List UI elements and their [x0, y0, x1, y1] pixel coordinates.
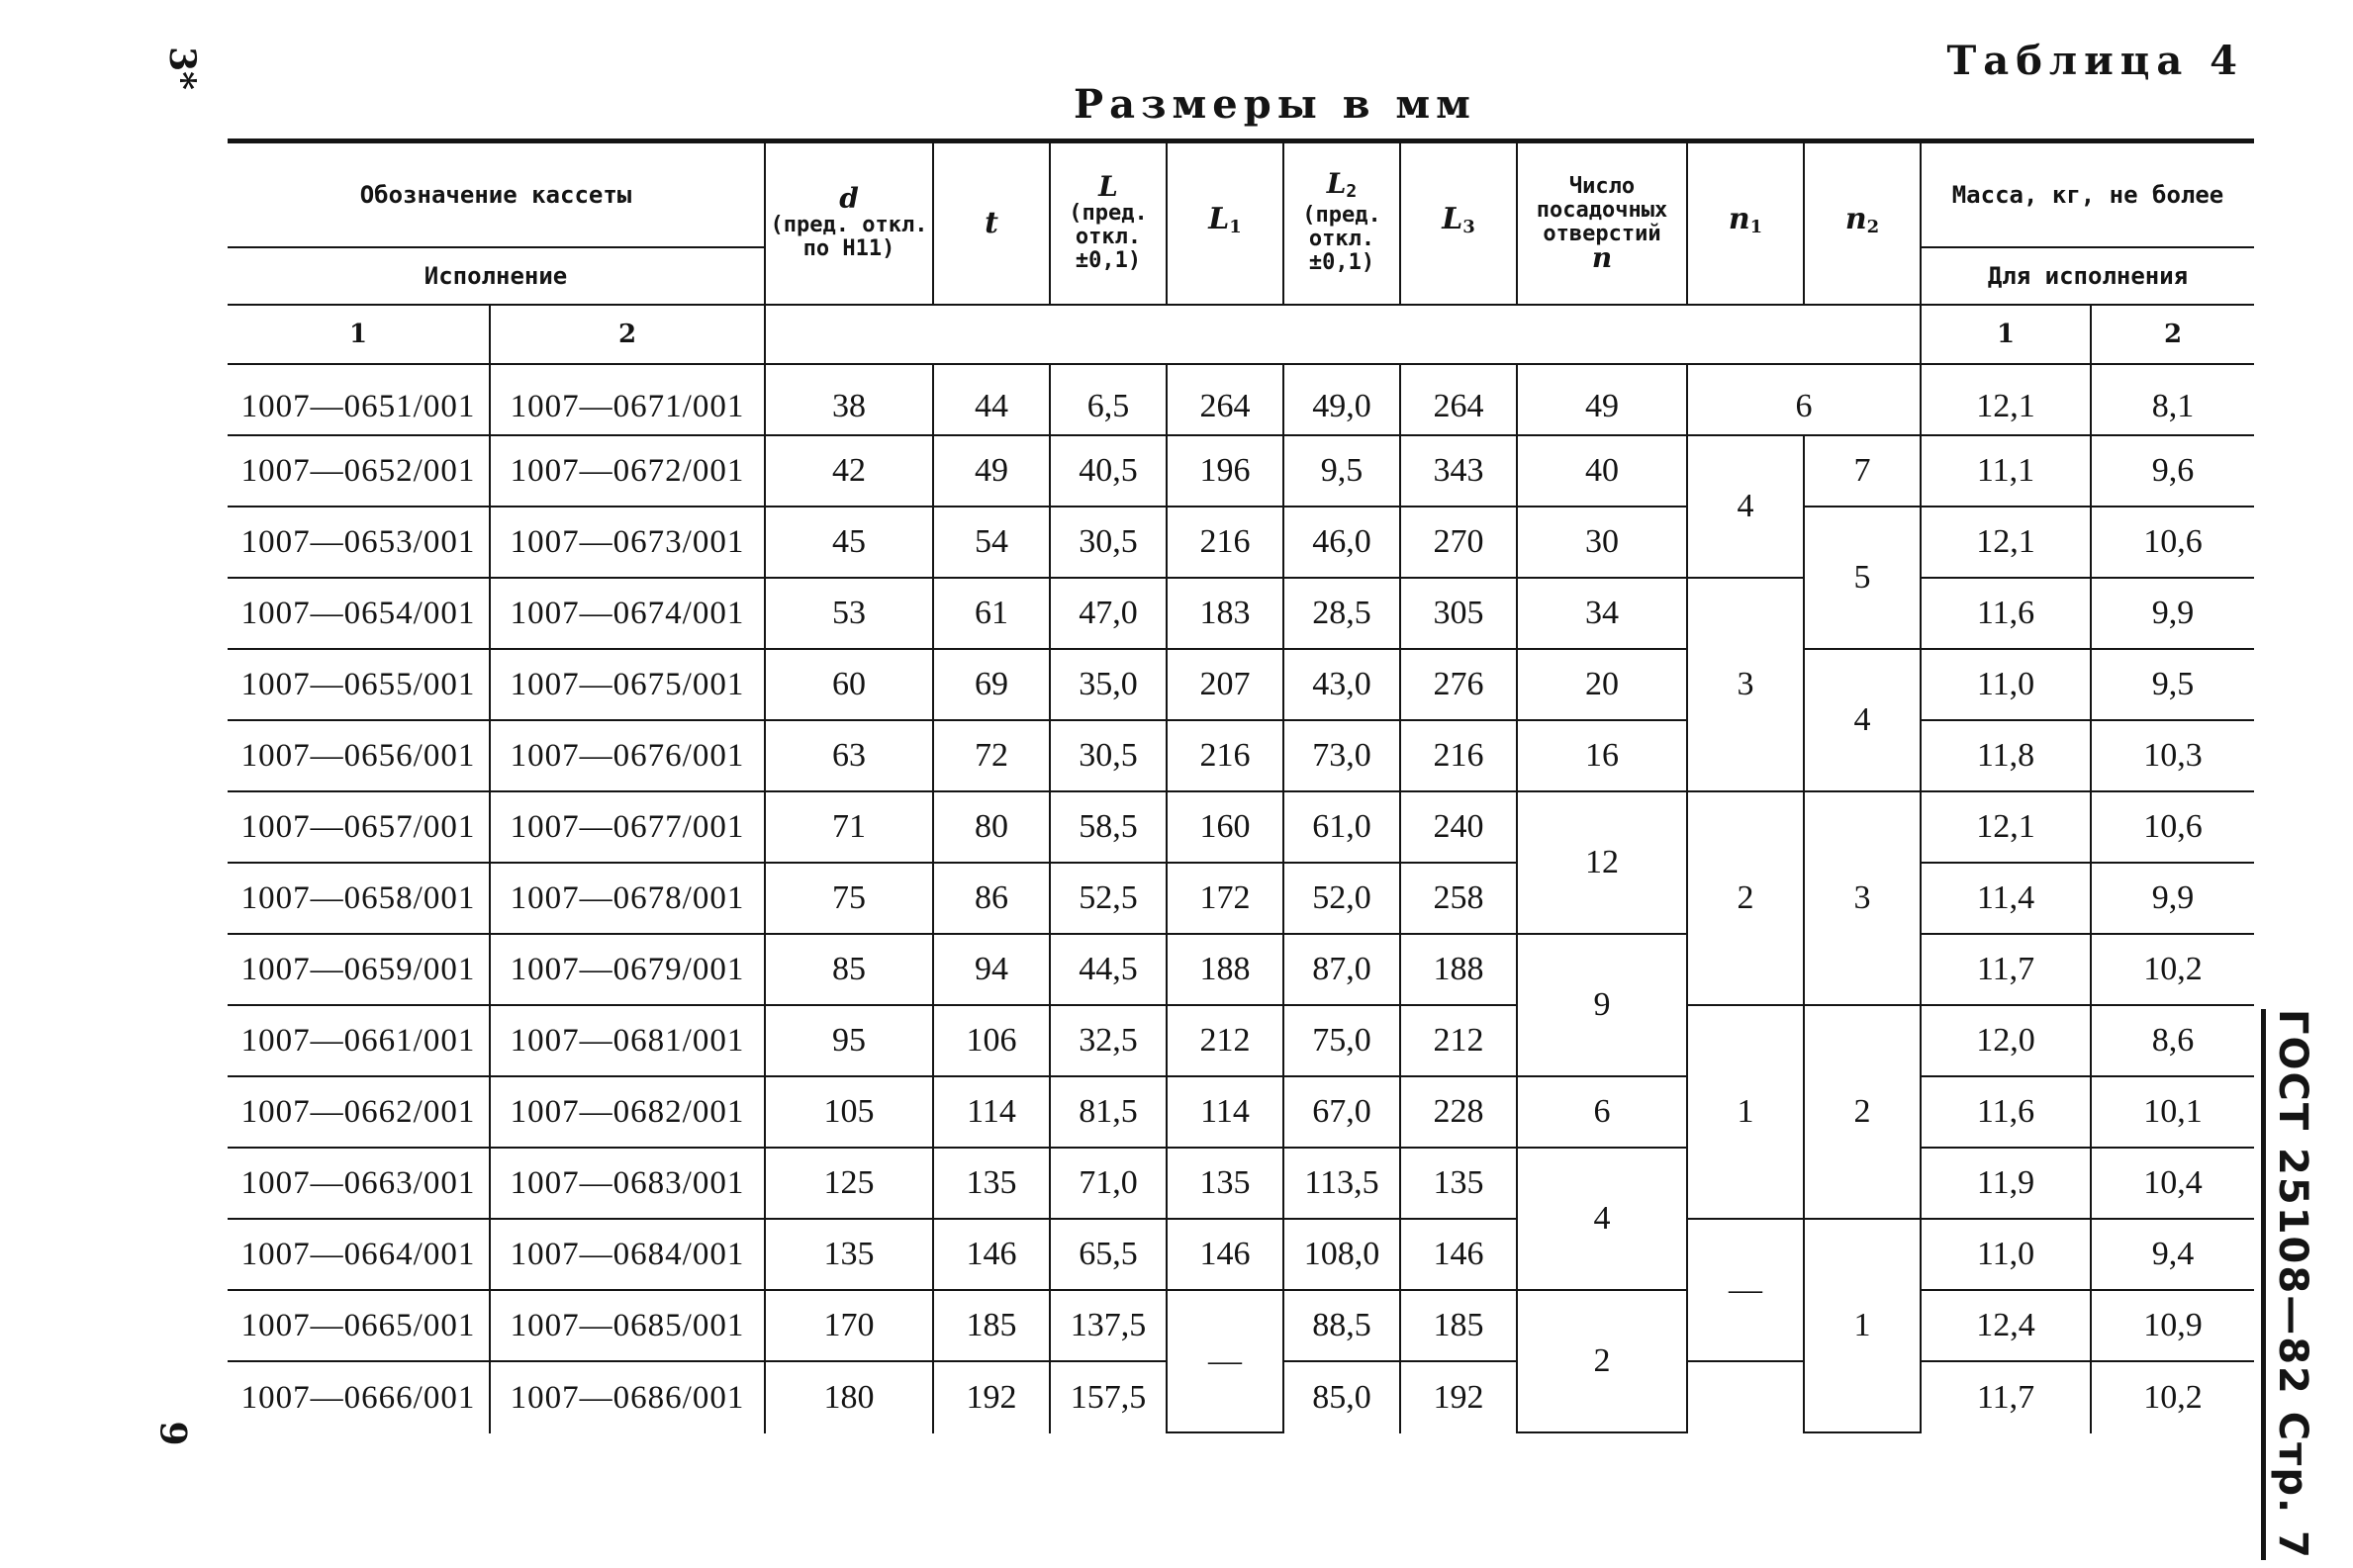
value-L2: 73,0 — [1284, 721, 1401, 792]
value-L3: 228 — [1401, 1077, 1518, 1149]
value-n2: 7 — [1805, 436, 1922, 507]
table-body — [228, 365, 2254, 1433]
value-L: 71,0 — [1051, 1149, 1168, 1220]
value-L: 44,5 — [1051, 935, 1168, 1006]
value-L1: 160 — [1168, 792, 1284, 864]
value-mass-1: 11,7 — [1922, 1362, 2092, 1433]
value-holes: 4 — [1518, 1149, 1688, 1291]
mass-header: Масса, кг, не более — [1922, 143, 2254, 248]
code-exec-2: 1007—0672/001 — [491, 436, 766, 507]
value-t: 106 — [934, 1006, 1051, 1077]
L2-header — [1284, 143, 1401, 306]
value-n1: — — [1688, 1220, 1805, 1362]
value-mass-1: 11,8 — [1922, 721, 2092, 792]
d-header — [766, 143, 934, 306]
value-d: 60 — [766, 650, 934, 721]
value-L3: 258 — [1401, 864, 1518, 935]
value-L: 65,5 — [1051, 1220, 1168, 1291]
code-exec-2: 1007—0671/001 — [491, 365, 766, 436]
d-note: (пред. откл. по H11) — [770, 212, 928, 261]
table-row — [228, 1149, 2254, 1220]
value-L1: 114 — [1168, 1077, 1284, 1149]
value-L: 81,5 — [1051, 1077, 1168, 1149]
value-mass-1: 11,0 — [1922, 650, 2092, 721]
value-d: 95 — [766, 1006, 934, 1077]
value-L: 6,5 — [1051, 365, 1168, 436]
code-exec-1: 1007—0666/001 — [228, 1362, 491, 1433]
value-L: 30,5 — [1051, 721, 1168, 792]
value-d: 85 — [766, 935, 934, 1006]
exec-1-header: 1 — [228, 306, 491, 365]
value-mass-1: 11,7 — [1922, 935, 2092, 1006]
value-holes: 12 — [1518, 792, 1688, 935]
value-L: 157,5 — [1051, 1362, 1168, 1433]
mass-for-header: Для исполнения — [1922, 248, 2254, 306]
value-L3: 188 — [1401, 935, 1518, 1006]
holes-label: Число посадочных отверстий — [1536, 173, 1668, 246]
table-caption: Размеры в мм — [1074, 81, 1476, 128]
value-d: 42 — [766, 436, 934, 507]
value-mass-1: 11,0 — [1922, 1220, 2092, 1291]
code-exec-1: 1007—0653/001 — [228, 507, 491, 579]
designation-header: Обозначение кассеты — [228, 143, 766, 248]
holes-header — [1518, 143, 1688, 306]
page-stamp-top: 3* — [160, 46, 203, 90]
table-row — [228, 935, 2254, 1006]
table-row — [228, 721, 2254, 792]
value-L2: 28,5 — [1284, 579, 1401, 650]
value-mass-1: 11,9 — [1922, 1149, 2092, 1220]
value-d: 180 — [766, 1362, 934, 1433]
table-row — [228, 1220, 2254, 1291]
value-L3: 240 — [1401, 792, 1518, 864]
table-row — [228, 579, 2254, 650]
value-mass-2: 9,6 — [2092, 436, 2254, 507]
value-t: 114 — [934, 1077, 1051, 1149]
value-L3: 146 — [1401, 1220, 1518, 1291]
value-L1: 135 — [1168, 1149, 1284, 1220]
value-mass-2: 10,2 — [2092, 935, 2254, 1006]
code-exec-2: 1007—0675/001 — [491, 650, 766, 721]
value-d: 71 — [766, 792, 934, 864]
value-L: 32,5 — [1051, 1006, 1168, 1077]
holes-symbol: n — [1591, 240, 1613, 274]
value-L1: 212 — [1168, 1006, 1284, 1077]
value-L2: 113,5 — [1284, 1149, 1401, 1220]
table-row — [228, 792, 2254, 864]
L-note: (пред. откл. ±0,1) — [1069, 200, 1148, 273]
value-d: 135 — [766, 1220, 934, 1291]
value-n1: 3 — [1688, 579, 1805, 792]
page-number-left: 9 — [151, 1421, 194, 1446]
L-symbol: L — [1098, 169, 1118, 203]
value-mass-2: 10,9 — [2092, 1291, 2254, 1362]
code-exec-2: 1007—0673/001 — [491, 507, 766, 579]
value-mass-2: 8,1 — [2092, 365, 2254, 436]
value-L2: 46,0 — [1284, 507, 1401, 579]
value-mass-1: 11,6 — [1922, 579, 2092, 650]
value-L2: 9,5 — [1284, 436, 1401, 507]
code-exec-1: 1007—0658/001 — [228, 864, 491, 935]
value-holes: 49 — [1518, 365, 1688, 436]
value-L: 40,5 — [1051, 436, 1168, 507]
n2-symbol: n — [1844, 202, 1867, 236]
value-L3: 270 — [1401, 507, 1518, 579]
value-n2: 2 — [1805, 1006, 1922, 1220]
value-mass-2: 10,4 — [2092, 1149, 2254, 1220]
value-t: 86 — [934, 864, 1051, 935]
n1-subscript: 1 — [1749, 217, 1763, 237]
value-n2: 3 — [1805, 792, 1922, 1006]
code-exec-1: 1007—0665/001 — [228, 1291, 491, 1362]
value-t: 49 — [934, 436, 1051, 507]
value-n2: 4 — [1805, 650, 1922, 792]
code-exec-1: 1007—0659/001 — [228, 935, 491, 1006]
value-L1: 196 — [1168, 436, 1284, 507]
value-n1: 1 — [1688, 1006, 1805, 1220]
value-L1: 183 — [1168, 579, 1284, 650]
value-n1 — [1688, 1362, 1805, 1433]
value-L2: 52,0 — [1284, 864, 1401, 935]
value-t: 135 — [934, 1149, 1051, 1220]
value-holes: 40 — [1518, 436, 1688, 507]
value-mass-1: 12,1 — [1922, 792, 2092, 864]
value-L1: 207 — [1168, 650, 1284, 721]
value-mass-2: 10,3 — [2092, 721, 2254, 792]
table-row — [228, 1077, 2254, 1149]
dimensions-table — [228, 138, 2254, 1433]
code-exec-1: 1007—0652/001 — [228, 436, 491, 507]
value-L2: 43,0 — [1284, 650, 1401, 721]
table-row — [228, 864, 2254, 935]
code-exec-1: 1007—0654/001 — [228, 579, 491, 650]
value-t: 72 — [934, 721, 1051, 792]
table-row — [228, 1291, 2254, 1362]
value-L1: 146 — [1168, 1220, 1284, 1291]
value-L: 58,5 — [1051, 792, 1168, 864]
code-exec-1: 1007—0657/001 — [228, 792, 491, 864]
t-header: t — [934, 143, 1051, 306]
value-L2: 61,0 — [1284, 792, 1401, 864]
value-t: 94 — [934, 935, 1051, 1006]
value-L2: 88,5 — [1284, 1291, 1401, 1362]
value-L1: 216 — [1168, 721, 1284, 792]
value-L: 30,5 — [1051, 507, 1168, 579]
value-mass-1: 12,1 — [1922, 365, 2092, 436]
value-L: 137,5 — [1051, 1291, 1168, 1362]
code-exec-2: 1007—0684/001 — [491, 1220, 766, 1291]
code-exec-2: 1007—0685/001 — [491, 1291, 766, 1362]
value-L3: 185 — [1401, 1291, 1518, 1362]
value-L3: 135 — [1401, 1149, 1518, 1220]
value-L3: 276 — [1401, 650, 1518, 721]
L1-subscript: 1 — [1229, 217, 1242, 237]
L1-header — [1168, 143, 1284, 306]
value-L2: 49,0 — [1284, 365, 1401, 436]
code-exec-2: 1007—0686/001 — [491, 1362, 766, 1433]
code-exec-2: 1007—0677/001 — [491, 792, 766, 864]
value-L3: 216 — [1401, 721, 1518, 792]
value-L1: 172 — [1168, 864, 1284, 935]
L1-symbol: L — [1208, 202, 1230, 236]
value-L: 35,0 — [1051, 650, 1168, 721]
n2-header — [1805, 143, 1922, 306]
value-d: 125 — [766, 1149, 934, 1220]
value-L2: 87,0 — [1284, 935, 1401, 1006]
code-exec-2: 1007—0681/001 — [491, 1006, 766, 1077]
value-mass-1: 11,4 — [1922, 864, 2092, 935]
code-exec-1: 1007—0655/001 — [228, 650, 491, 721]
value-mass-1: 11,1 — [1922, 436, 2092, 507]
table-row — [228, 507, 2254, 579]
code-exec-1: 1007—0664/001 — [228, 1220, 491, 1291]
L2-subscript: 2 — [1346, 181, 1358, 202]
value-holes: 9 — [1518, 935, 1688, 1077]
value-L1: 188 — [1168, 935, 1284, 1006]
gost-reference: ГОСТ 25108—82 Стр. 7 — [2261, 1009, 2315, 1560]
value-holes: 2 — [1518, 1291, 1688, 1433]
n1-symbol: n — [1728, 202, 1750, 236]
table-row — [228, 365, 2254, 436]
exec-2-header: 2 — [491, 306, 766, 365]
code-exec-2: 1007—0674/001 — [491, 579, 766, 650]
value-mass-1: 11,6 — [1922, 1077, 2092, 1149]
L2-symbol: L — [1326, 167, 1347, 200]
header-spacer — [766, 306, 1922, 365]
value-L1: 216 — [1168, 507, 1284, 579]
table-row — [228, 436, 2254, 507]
L3-header — [1401, 143, 1518, 306]
value-d: 75 — [766, 864, 934, 935]
value-mass-2: 9,9 — [2092, 579, 2254, 650]
value-t: 146 — [934, 1220, 1051, 1291]
value-mass-2: 9,5 — [2092, 650, 2254, 721]
value-L3: 305 — [1401, 579, 1518, 650]
value-n-merged: 6 — [1688, 365, 1922, 436]
value-L: 52,5 — [1051, 864, 1168, 935]
code-exec-1: 1007—0656/001 — [228, 721, 491, 792]
value-mass-1: 12,1 — [1922, 507, 2092, 579]
value-L3: 212 — [1401, 1006, 1518, 1077]
value-mass-2: 10,6 — [2092, 792, 2254, 864]
value-L3: 192 — [1401, 1362, 1518, 1433]
code-exec-2: 1007—0683/001 — [491, 1149, 766, 1220]
value-n1: 2 — [1688, 792, 1805, 1006]
L-header — [1051, 143, 1168, 306]
value-t: 44 — [934, 365, 1051, 436]
value-n2: 1 — [1805, 1220, 1922, 1433]
value-L1: — — [1168, 1291, 1284, 1433]
code-exec-1: 1007—0661/001 — [228, 1006, 491, 1077]
value-mass-2: 10,1 — [2092, 1077, 2254, 1149]
execution-header: Исполнение — [228, 248, 766, 306]
value-t: 69 — [934, 650, 1051, 721]
code-exec-1: 1007—0662/001 — [228, 1077, 491, 1149]
value-t: 54 — [934, 507, 1051, 579]
value-mass-2: 8,6 — [2092, 1006, 2254, 1077]
value-mass-1: 12,0 — [1922, 1006, 2092, 1077]
value-d: 170 — [766, 1291, 934, 1362]
value-L2: 108,0 — [1284, 1220, 1401, 1291]
value-L2: 67,0 — [1284, 1077, 1401, 1149]
code-exec-2: 1007—0679/001 — [491, 935, 766, 1006]
d-symbol: d — [839, 181, 859, 215]
value-holes: 34 — [1518, 579, 1688, 650]
value-mass-2: 9,4 — [2092, 1220, 2254, 1291]
mass-1-header: 1 — [1922, 306, 2092, 365]
value-n2: 5 — [1805, 507, 1922, 650]
table-row — [228, 650, 2254, 721]
L3-subscript: 3 — [1462, 217, 1475, 237]
value-L2: 75,0 — [1284, 1006, 1401, 1077]
value-L3: 343 — [1401, 436, 1518, 507]
L3-symbol: L — [1442, 202, 1463, 236]
value-t: 61 — [934, 579, 1051, 650]
value-mass-2: 10,2 — [2143, 1379, 2203, 1416]
value-L: 47,0 — [1051, 579, 1168, 650]
value-holes: 30 — [1518, 507, 1688, 579]
gost-reference-wrap — [2266, 1009, 2325, 1560]
value-d: 63 — [766, 721, 934, 792]
value-d: 53 — [766, 579, 934, 650]
value-d: 38 — [766, 365, 934, 436]
value-holes: 16 — [1518, 721, 1688, 792]
value-mass-1: 12,4 — [1922, 1291, 2092, 1362]
value-L1: 264 — [1168, 365, 1284, 436]
value-mass-2: 9,9 — [2092, 864, 2254, 935]
code-exec-2: 1007—0678/001 — [491, 864, 766, 935]
n1-header — [1688, 143, 1805, 306]
code-exec-2: 1007—0682/001 — [491, 1077, 766, 1149]
L2-note: (пред. откл. ±0,1) — [1302, 203, 1381, 275]
value-L3: 264 — [1401, 365, 1518, 436]
value-d: 45 — [766, 507, 934, 579]
n2-subscript: 2 — [1866, 217, 1880, 237]
value-mass-2: 10,6 — [2092, 507, 2254, 579]
value-t: 185 — [934, 1291, 1051, 1362]
mass-2-header: 2 — [2092, 306, 2254, 365]
value-L2: 85,0 — [1284, 1362, 1401, 1433]
code-exec-2: 1007—0676/001 — [491, 721, 766, 792]
table-title: Таблица 4 — [1946, 38, 2244, 84]
value-n1: 4 — [1688, 436, 1805, 579]
value-holes: 20 — [1518, 650, 1688, 721]
code-exec-1: 1007—0663/001 — [228, 1149, 491, 1220]
value-holes: 6 — [1518, 1077, 1688, 1149]
code-exec-1: 1007—0651/001 — [228, 365, 491, 436]
table-row — [228, 1006, 2254, 1077]
value-t: 80 — [934, 792, 1051, 864]
value-t: 192 — [934, 1362, 1051, 1433]
value-d: 105 — [766, 1077, 934, 1149]
